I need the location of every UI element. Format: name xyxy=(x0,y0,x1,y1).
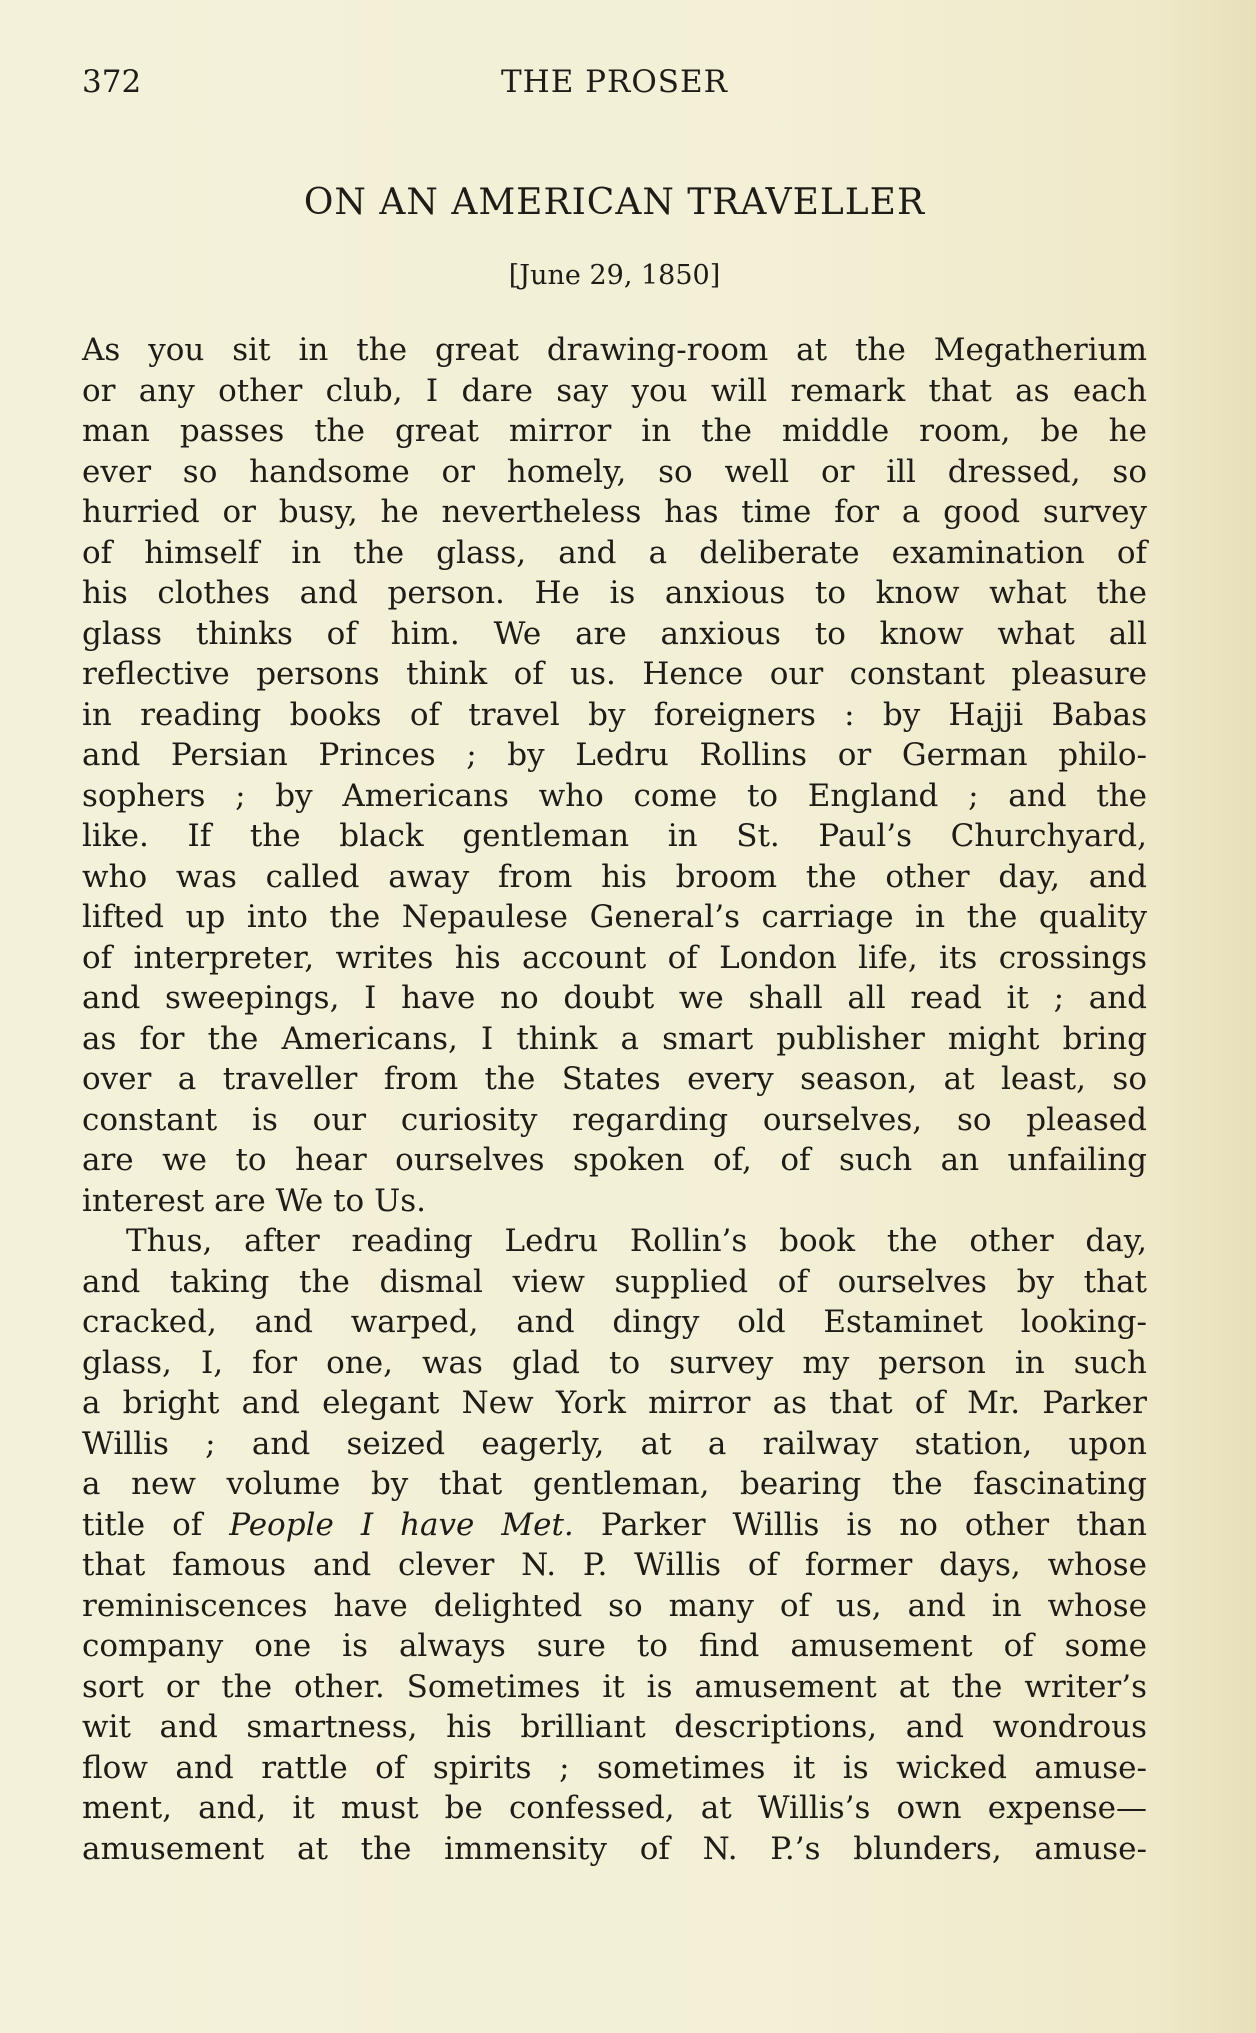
text-line: company one is always sure to find amusement of some xyxy=(82,1628,1147,1664)
text-line: his clothes and person. He is anxious to know what the xyxy=(82,575,1147,611)
text-line: that famous and clever N. P. Willis of former days, whose xyxy=(82,1547,1147,1583)
text-line: flow and rattle of spirits ; sometimes it is wicked amuse- xyxy=(82,1749,1147,1786)
text-fragment: title of xyxy=(82,1506,203,1543)
text-line: a new volume by that gentleman, bearing the fascinating xyxy=(82,1466,1147,1502)
text-line: sort or the other. Sometimes it is amusement at the writer’s xyxy=(82,1668,1147,1705)
text-line: as for the Americans, I think a smart publisher might bring xyxy=(82,1020,1147,1057)
text-line: sophers ; by Americans who come to England ; and the xyxy=(82,777,1147,814)
text-line: Thus, after reading Ledru Rollin’s book the other day, xyxy=(126,1223,1147,1259)
text-line: lifted up into the Nepaulese General’s carriage in the quality xyxy=(82,899,1147,935)
text-line: and sweepings, I have no doubt we shall all read it ; and xyxy=(82,980,1147,1016)
essay-date: [June 29, 1850] xyxy=(508,260,721,291)
text-line: interest are We to Us. xyxy=(82,1182,426,1219)
essay-body xyxy=(82,330,1147,1869)
text-line: like. If the black gentleman in St. Paul’s Churchyard, xyxy=(82,818,1147,854)
text-line: and taking the dismal view supplied of ourselves by that xyxy=(82,1263,1147,1300)
book-title-italic: People I have Met. xyxy=(229,1506,574,1543)
text-line: reminiscences have delighted so many of us, and in whose xyxy=(82,1587,1147,1624)
text-line: over a traveller from the States every season, at least, so xyxy=(82,1061,1147,1097)
text-line: cracked, and warped, and dingy old Estaminet looking- xyxy=(82,1304,1147,1340)
text-line: ever so handsome or homely, so well or ill dressed, so xyxy=(82,453,1147,490)
text-line: who was called away from his broom the other day, and xyxy=(82,858,1147,895)
text-line: As you sit in the great drawing-room at the Megatherium xyxy=(82,332,1147,368)
text-line: a bright and elegant New York mirror as that of Mr. Parker xyxy=(82,1385,1147,1421)
running-head xyxy=(82,62,1147,102)
running-title: THE PROSER xyxy=(500,64,728,100)
text-line: reflective persons think of us. Hence our constant pleasure xyxy=(82,656,1147,692)
text-line: ment, and, it must be confessed, at Willis’s own expense— xyxy=(82,1790,1147,1826)
text-line: in reading books of travel by foreigners : by Hajji Babas xyxy=(82,696,1147,733)
text-line: amusement at the immensity of N. P.’s blunders, amuse- xyxy=(82,1830,1147,1867)
text-line-with-italic-title xyxy=(82,1505,1147,1546)
text-line: wit and smartness, his brilliant descriptions, and wondrous xyxy=(82,1709,1147,1745)
text-line: hurried or busy, he nevertheless has time for a good survey xyxy=(82,494,1147,530)
text-line: Willis ; and seized eagerly, at a railway station, upon xyxy=(82,1425,1147,1462)
text-line: glass, I, for one, was glad to survey my person in such xyxy=(82,1344,1147,1381)
text-line: are we to hear ourselves spoken of, of such an unfailing xyxy=(82,1142,1147,1178)
text-line: or any other club, I dare say you will remark that as each xyxy=(82,372,1147,409)
text-line: of interpreter, writes his account of London life, its crossings xyxy=(82,939,1147,976)
essay-title: ON AN AMERICAN TRAVELLER xyxy=(303,182,926,223)
text-line: constant is our curiosity regarding ourselves, so pleased xyxy=(82,1101,1147,1138)
text-line: glass thinks of him. We are anxious to know what all xyxy=(82,615,1147,652)
text-fragment: Parker Willis is no other than xyxy=(600,1506,1148,1543)
text-line: of himself in the glass, and a deliberate examination of xyxy=(82,534,1147,571)
page-number: 372 xyxy=(82,64,142,100)
text-line: man passes the great mirror in the middle room, be he xyxy=(82,413,1147,449)
text-line: and Persian Princes ; by Ledru Rollins or German philo- xyxy=(82,737,1147,773)
